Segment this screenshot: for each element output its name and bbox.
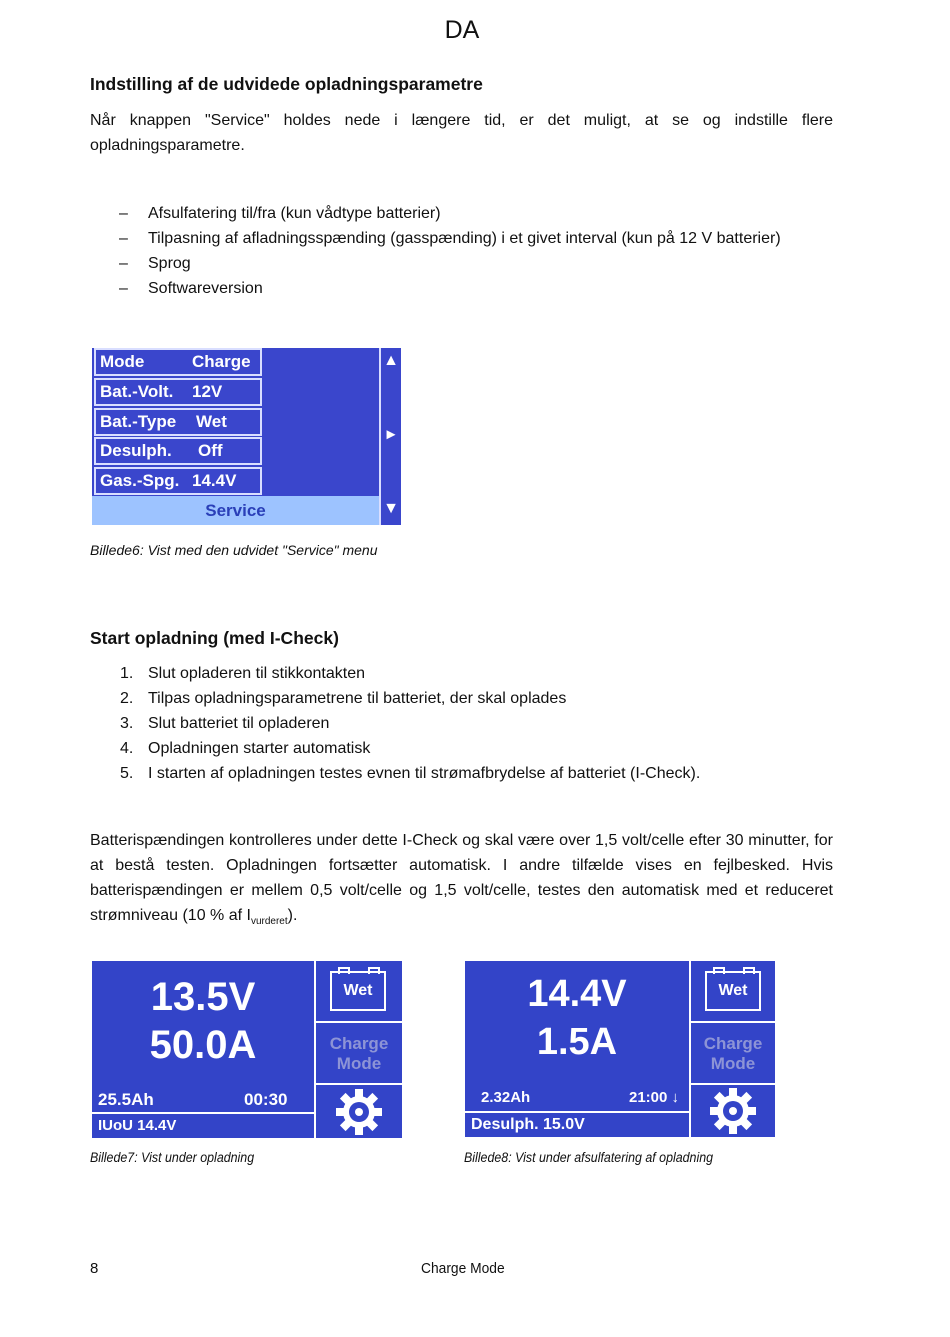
arrow-down-icon: ▼ [383, 500, 399, 517]
charge-mode-cell: Charge Mode [316, 1023, 402, 1085]
list-item: 1. Slut opladeren til stikkontakten [120, 665, 366, 682]
battery-icon: Wet [330, 971, 386, 1011]
caption-figure-6: Billede6: Vist med den udvidet "Service" menu [90, 542, 378, 558]
list-item: – Softwareversion [119, 280, 263, 297]
list-item: – Sprog [119, 255, 191, 272]
mode-line: Desulph. 15.0V [471, 1116, 585, 1133]
menu-row-bat-type: Bat.-Type Wet [94, 408, 262, 436]
menu-row-desulph: Desulph. Off [94, 437, 262, 465]
capacity-readout: 2.32Ah [481, 1089, 531, 1106]
list-item: 3. Slut batteriet til opladeren [120, 715, 330, 732]
capacity-readout: 25.5Ah [98, 1090, 154, 1109]
time-readout: 21:00 ↓ [629, 1089, 680, 1106]
steps-list [90, 661, 700, 786]
settings-cell [316, 1085, 402, 1138]
settings-cell [691, 1085, 775, 1137]
time-readout: 00:30 [244, 1090, 288, 1109]
mode-line: IUoU 14.4V [98, 1117, 177, 1134]
language-code: DA [444, 16, 480, 44]
voltage-readout: 13.5V [150, 975, 256, 1019]
battery-icon: Wet [705, 971, 761, 1011]
voltage-readout: 14.4V [527, 973, 627, 1015]
charging-screen-7 [92, 961, 402, 1138]
section-title-start-charging: Start opladning (med I-Check) [90, 628, 339, 648]
section-title-extended-parameters: Indstilling af de udvidede opladningsparametre [90, 74, 483, 94]
caption-figure-7: Billede7: Vist under opladning [90, 1150, 255, 1165]
scrollbar [381, 348, 401, 525]
list-item: 4. Opladningen starter automatisk [120, 740, 371, 757]
arrow-up-icon: ▲ [383, 352, 399, 369]
list-item: 5. I starten af opladningen testes evnen til strømafbrydelse af batteriet (I-Check). [120, 765, 701, 782]
icheck-paragraph: Batterispændingen kontrolleres under dette I-Check og skal være over 1,5 volt/celle efter 30 minutter, for at bestå testen. Opladningen fortsætter automatisk. I andre tilfælde vises en fejlbesked. Hvis batterispændingen er mellem 0,5 volt/celle og 1,5 volt/celle, testes den automatisk med et reduceret strømniveau (10 % af $I_{vurderet}$). [90, 832, 833, 928]
menu-row-mode: Mode Charge [94, 348, 262, 376]
current-readout: 50.0A [149, 1023, 257, 1067]
arrow-right-icon: ► [383, 426, 399, 443]
page-number: 8 [90, 1260, 99, 1277]
list-item: 2. Tilpas opladningsparametrene til batteriet, der skal oplades [120, 690, 567, 707]
list-item: – Afsulfatering til/fra (kun vådtype batterier) [119, 205, 441, 222]
intro-paragraph: Når knappen "Service" holdes nede i længere tid, er det muligt, at se og indstille flere opladningsparametre. [90, 112, 833, 154]
service-selected-row: Service [92, 496, 379, 525]
list-item: – Tilpasning af afladningsspænding (gasspænding) i et givet interval (kun på 12 V batterier) [119, 230, 781, 247]
menu-row-gas-spg: Gas.-Spg. 14.4V [94, 467, 262, 495]
charge-mode-cell: Charge Mode [691, 1023, 775, 1085]
battery-type-cell [691, 961, 775, 1023]
footer-title: Charge Mode [421, 1260, 505, 1277]
parameter-list [90, 201, 781, 301]
battery-type-cell [316, 961, 402, 1023]
current-readout: 1.5A [536, 1021, 618, 1063]
desulph-screen-8 [465, 961, 775, 1137]
gear-icon [691, 1085, 775, 1137]
caption-figure-8: Billede8: Vist under afsulfatering af opladning [464, 1150, 714, 1165]
service-menu-screen [92, 348, 401, 525]
menu-row-bat-volt: Bat.-Volt. 12V [94, 378, 262, 406]
gear-icon [316, 1085, 402, 1138]
